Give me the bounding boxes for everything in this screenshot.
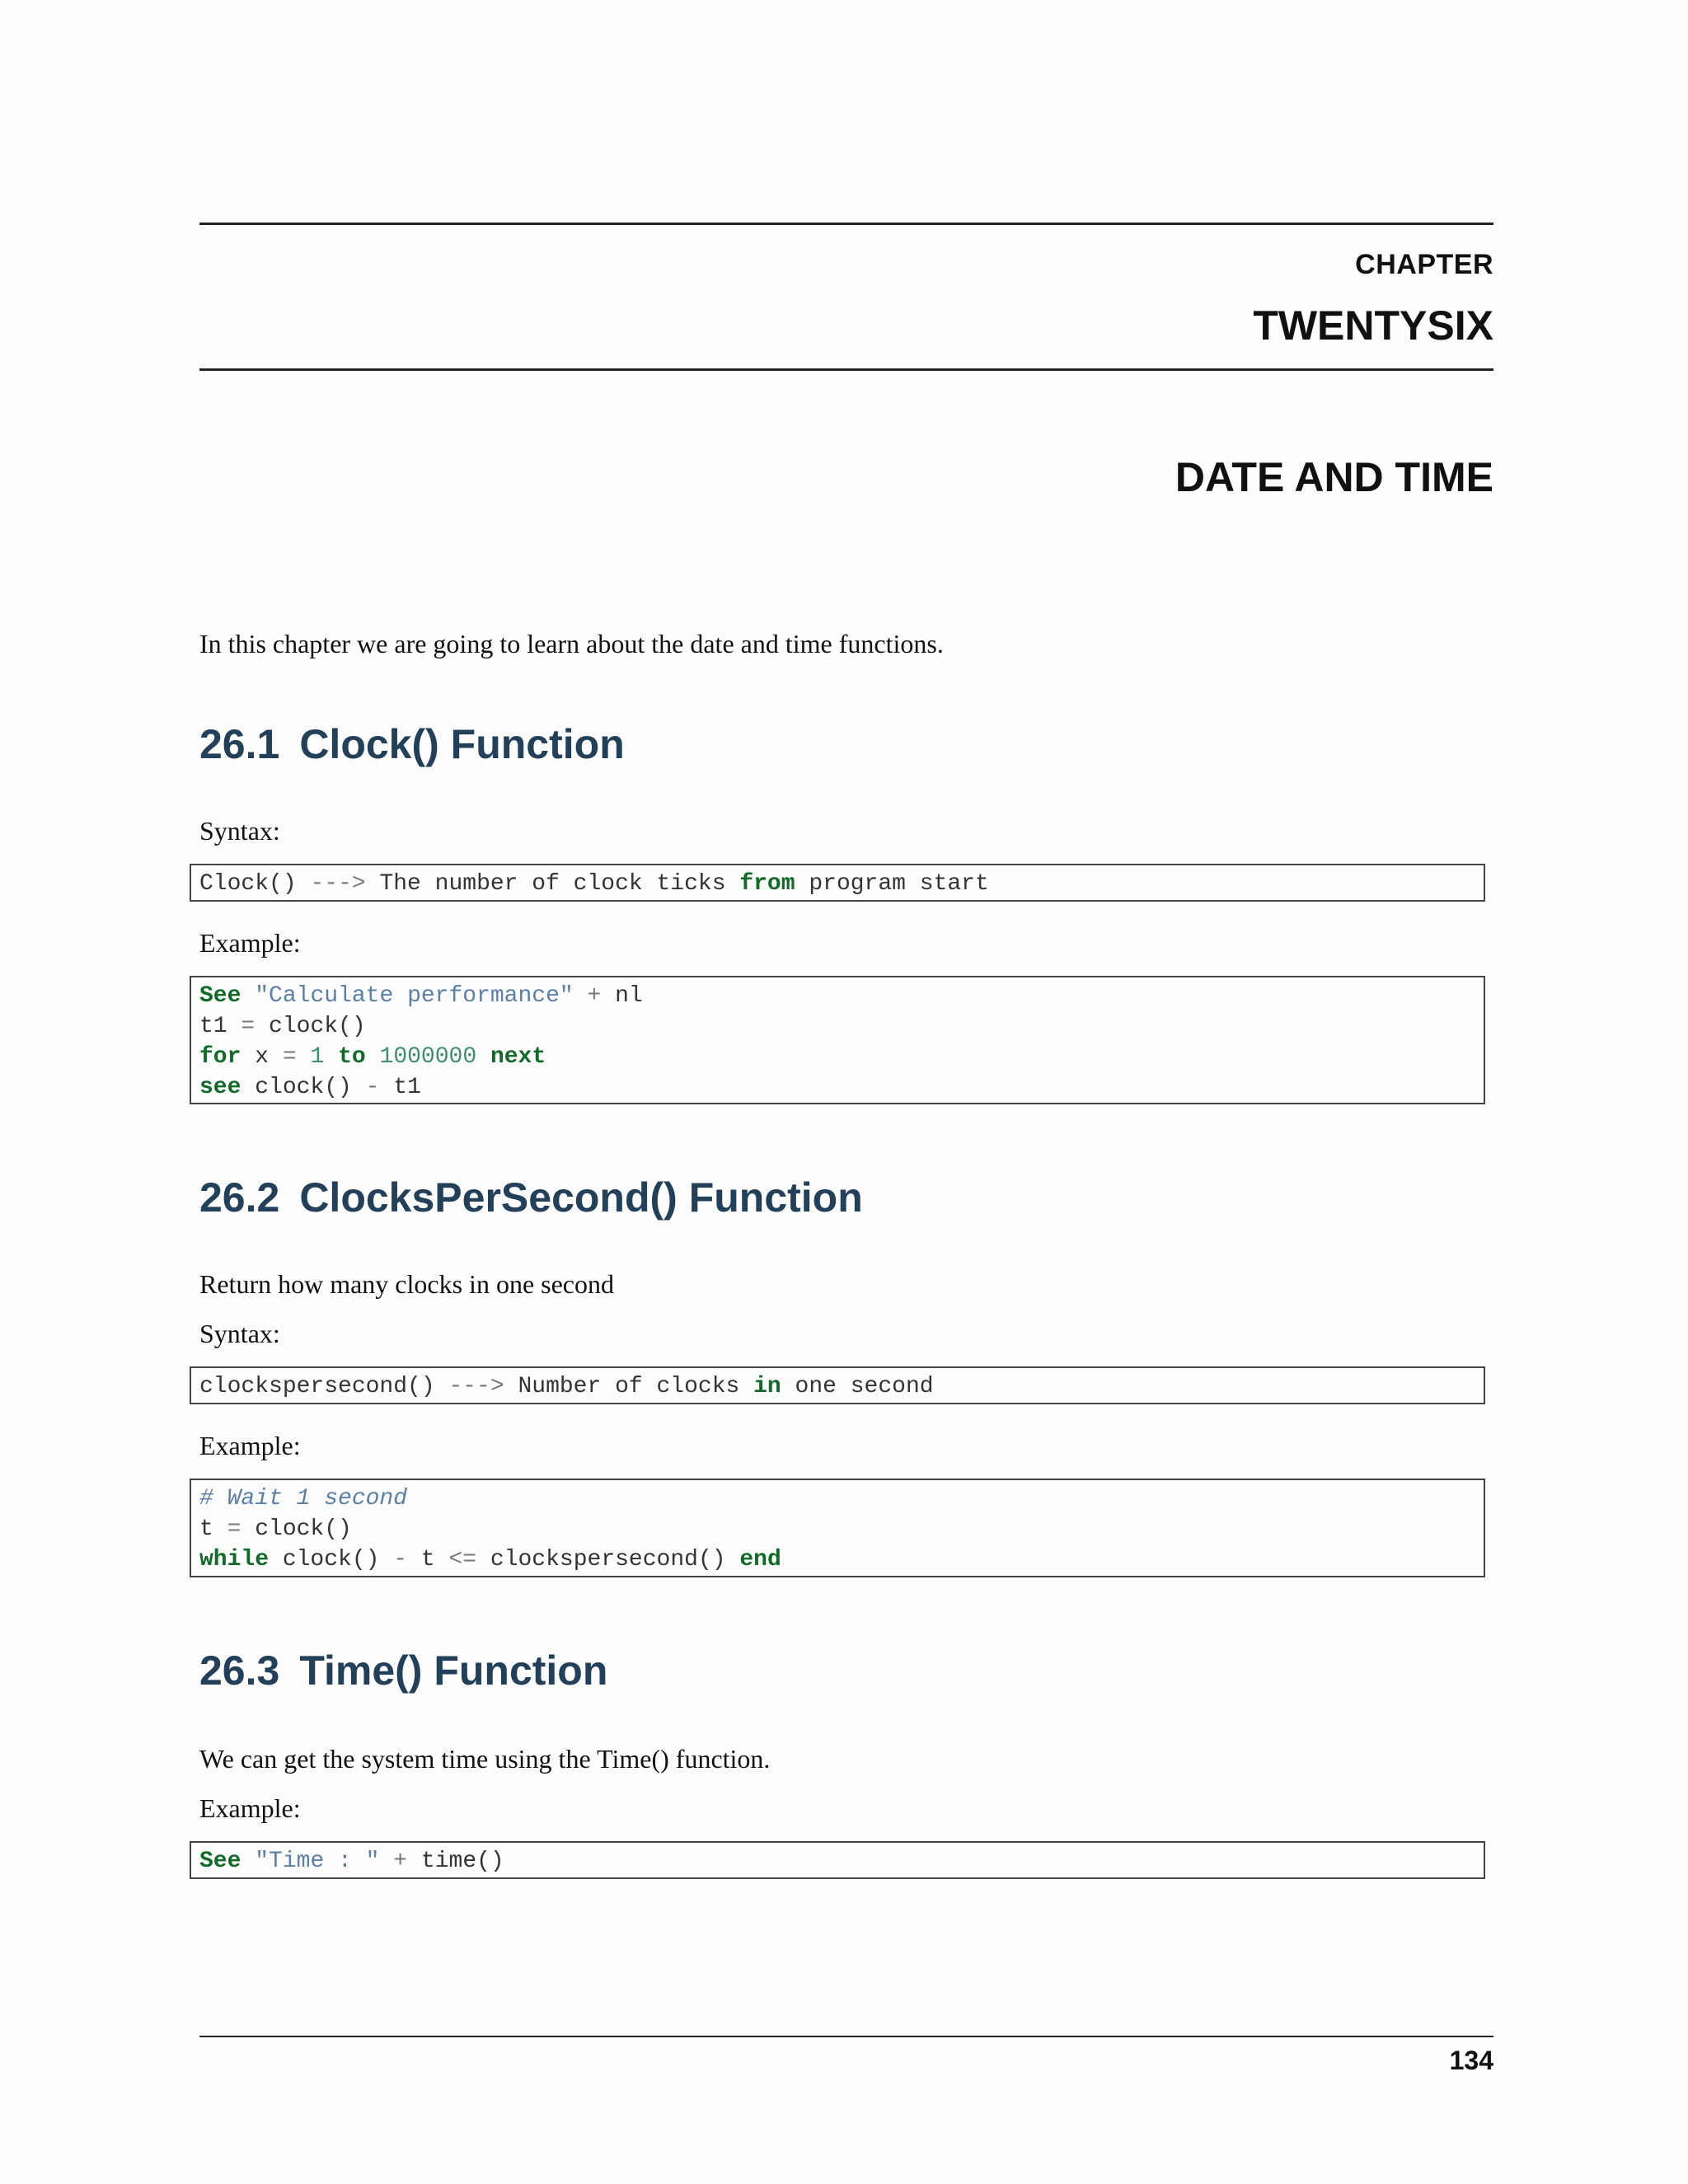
- code-keyword: to: [338, 1044, 366, 1070]
- section-description: Return how many clocks in one second: [199, 1269, 614, 1299]
- section-number: 26.1: [199, 721, 280, 767]
- syntax-label: Syntax:: [199, 816, 280, 846]
- chapter-top-rule: [199, 223, 1493, 225]
- section-heading-time: [199, 1647, 607, 1694]
- example-label: Example:: [199, 928, 301, 958]
- code-comment: # Wait 1 second: [199, 1486, 408, 1511]
- page-number: 134: [1449, 2046, 1493, 2075]
- section-heading-clockspersecond: [199, 1174, 863, 1221]
- code-keyword: from: [739, 871, 795, 897]
- code-text: clock(): [269, 1547, 394, 1572]
- code-keyword: next: [490, 1044, 546, 1070]
- example-code-block: [190, 1479, 1485, 1577]
- code-arrow: --->: [310, 871, 366, 897]
- code-text: Number of clocks: [504, 1374, 754, 1399]
- code-text: t1: [199, 1014, 241, 1039]
- code-keyword: while: [199, 1547, 270, 1572]
- footer-rule: [199, 2036, 1493, 2037]
- code-text: clockspersecond(): [476, 1547, 740, 1572]
- intro-paragraph: In this chapter we are going to learn about the date and time functions.: [199, 629, 944, 658]
- code-text: Clock(): [199, 871, 311, 897]
- code-keyword: for: [199, 1044, 241, 1070]
- section-title: ClocksPerSecond() Function: [299, 1174, 863, 1221]
- code-text: one second: [781, 1374, 934, 1399]
- section-number: 26.2: [199, 1174, 280, 1221]
- code-operator: =: [282, 1044, 297, 1070]
- syntax-label: Syntax:: [199, 1319, 280, 1348]
- code-operator: +: [587, 983, 602, 1009]
- example-code-block: [190, 976, 1485, 1104]
- example-label: Example:: [199, 1793, 301, 1823]
- chapter-bottom-rule: [199, 368, 1493, 371]
- syntax-code-block: [190, 1366, 1485, 1404]
- code-keyword: in: [753, 1374, 781, 1399]
- example-code-block: [190, 1841, 1485, 1879]
- chapter-number: TWENTYSIX: [1253, 302, 1493, 349]
- code-operator: =: [227, 1516, 241, 1542]
- section-description: We can get the system time using the Time() function.: [199, 1744, 771, 1774]
- section-title: Clock() Function: [299, 721, 625, 767]
- code-text: t1: [379, 1075, 421, 1100]
- code-text: time(): [420, 1849, 504, 1874]
- chapter-title: DATE AND TIME: [1175, 454, 1493, 500]
- syntax-code-block: [190, 864, 1485, 902]
- code-text: clockspersecond(): [199, 1374, 449, 1399]
- code-operator: +: [393, 1849, 408, 1874]
- code-text: The number of clock ticks: [365, 871, 740, 897]
- code-text: x: [241, 1044, 283, 1070]
- code-number: 1000000: [379, 1044, 477, 1070]
- code-arrow: --->: [448, 1374, 504, 1399]
- section-number: 26.3: [199, 1647, 280, 1694]
- code-operator: =: [241, 1014, 256, 1039]
- code-text: clock(): [241, 1075, 366, 1100]
- code-operator: -: [393, 1547, 408, 1572]
- code-keyword: See: [199, 983, 241, 1009]
- code-text: t: [199, 1516, 227, 1542]
- code-text: t: [407, 1547, 449, 1572]
- code-string: "Time : ": [255, 1849, 380, 1874]
- code-text: program start: [795, 871, 989, 897]
- code-keyword: end: [739, 1547, 781, 1572]
- example-label: Example:: [199, 1431, 301, 1460]
- section-heading-clock: [199, 720, 625, 768]
- code-operator: -: [365, 1075, 380, 1100]
- code-text: clock(): [241, 1516, 352, 1542]
- code-keyword: see: [199, 1075, 241, 1100]
- code-text: nl: [615, 983, 643, 1009]
- code-operator: <=: [448, 1547, 477, 1572]
- code-text: clock(): [255, 1014, 366, 1039]
- section-title: Time() Function: [299, 1647, 608, 1694]
- code-string: "Calculate performance": [255, 983, 574, 1009]
- code-keyword: See: [199, 1849, 241, 1874]
- code-number: 1: [310, 1044, 325, 1070]
- chapter-label: CHAPTER: [1355, 249, 1493, 280]
